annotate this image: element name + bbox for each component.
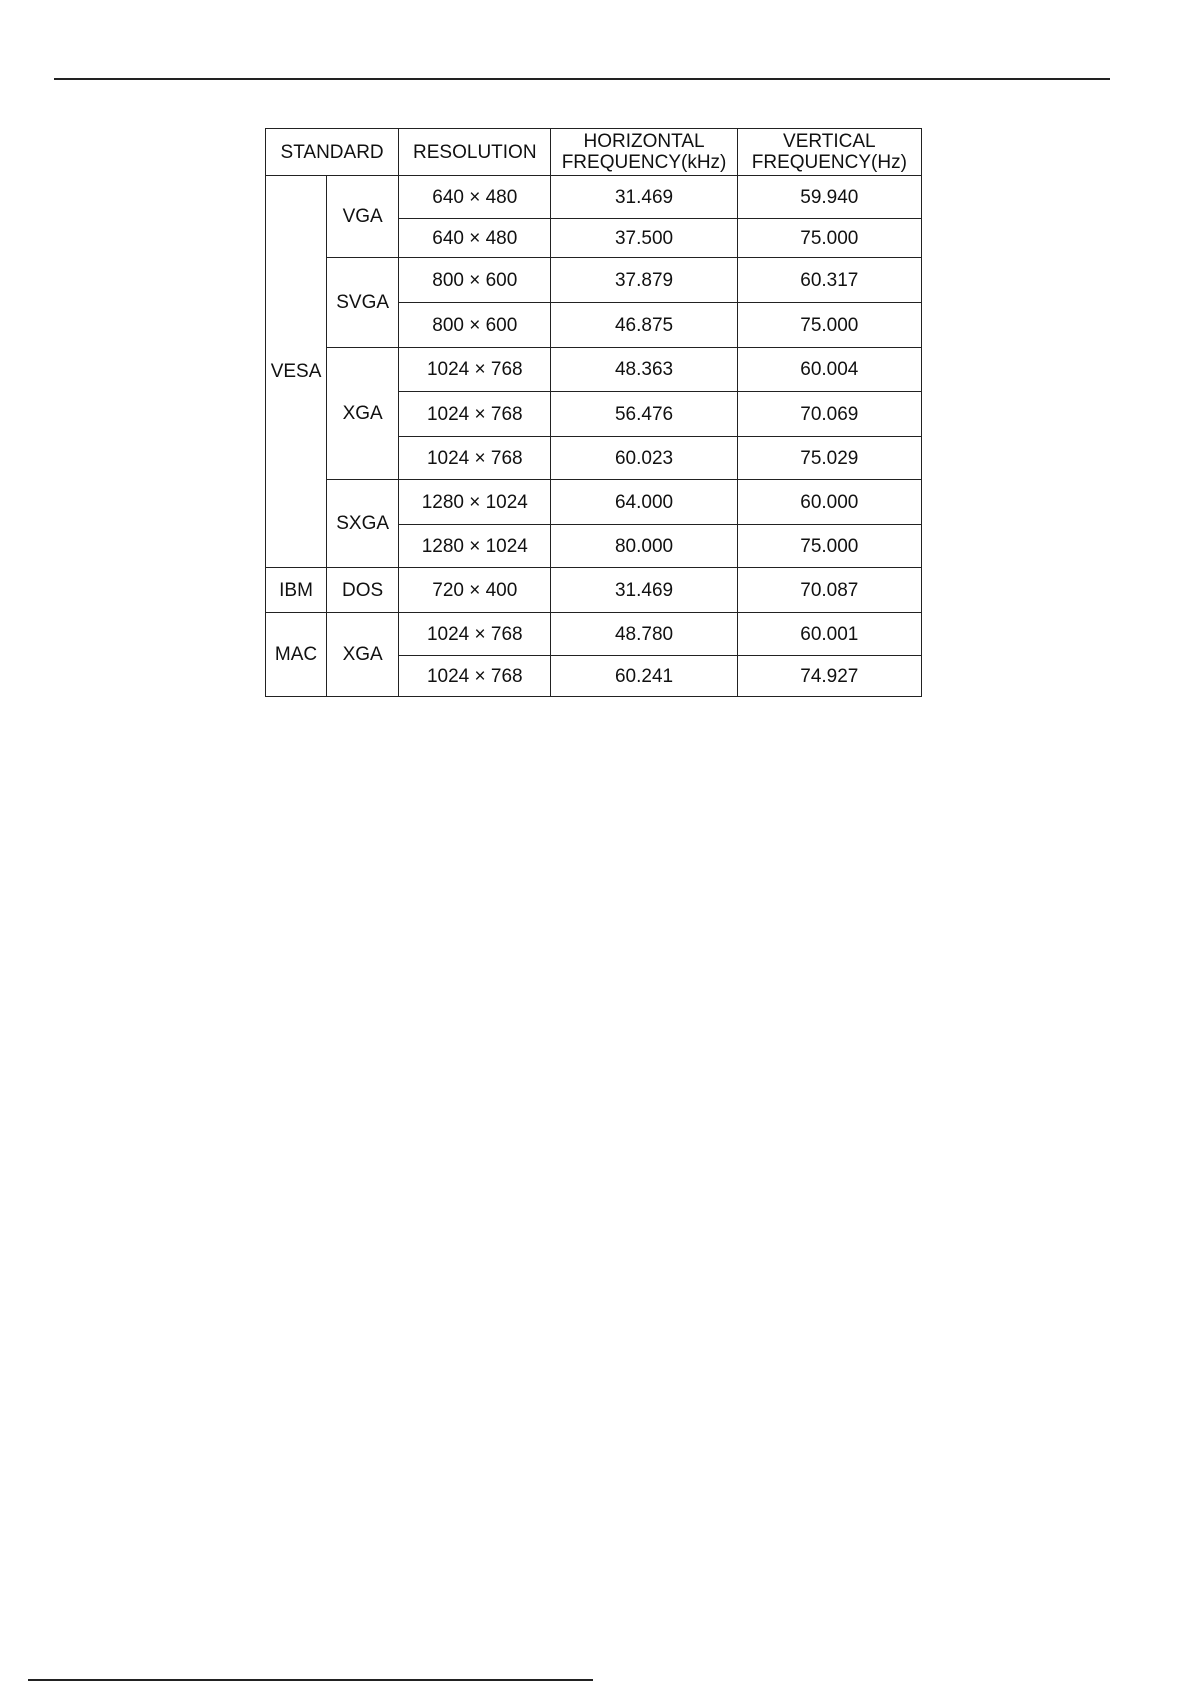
timing-table <box>265 128 922 697</box>
cell-vertical: 60.317 <box>737 258 921 303</box>
top-rule <box>54 78 1110 80</box>
table-row <box>266 480 922 525</box>
header-horizontal-frequency <box>551 129 737 176</box>
table-row <box>266 258 922 303</box>
cell-resolution: 640 × 480 <box>399 219 551 258</box>
header-horizontal-line2: FREQUENCY(kHz) <box>561 152 727 173</box>
cell-horizontal: 48.363 <box>551 348 737 392</box>
subgroup-mac-xga: XGA <box>327 613 399 697</box>
cell-vertical: 60.001 <box>737 613 921 656</box>
cell-vertical: 74.927 <box>737 656 921 697</box>
header-row <box>266 129 922 176</box>
cell-vertical: 75.029 <box>737 437 921 480</box>
cell-horizontal: 31.469 <box>551 568 737 613</box>
footnote-rule <box>28 1679 593 1681</box>
header-vertical-line1: VERTICAL <box>783 131 876 152</box>
table-row <box>266 348 922 392</box>
cell-vertical: 75.000 <box>737 219 921 258</box>
header-vertical-line2: FREQUENCY(Hz) <box>751 152 907 173</box>
cell-vertical: 70.087 <box>737 568 921 613</box>
cell-horizontal: 64.000 <box>551 480 737 525</box>
cell-horizontal: 37.879 <box>551 258 737 303</box>
cell-vertical: 60.000 <box>737 480 921 525</box>
cell-horizontal: 46.875 <box>551 303 737 348</box>
table-row <box>266 613 922 656</box>
cell-resolution: 1024 × 768 <box>399 348 551 392</box>
cell-horizontal: 60.241 <box>551 656 737 697</box>
cell-resolution: 1024 × 768 <box>399 392 551 437</box>
cell-vertical: 75.000 <box>737 303 921 348</box>
cell-resolution: 1024 × 768 <box>399 437 551 480</box>
cell-horizontal: 37.500 <box>551 219 737 258</box>
subgroup-vga: VGA <box>327 176 399 258</box>
cell-vertical: 60.004 <box>737 348 921 392</box>
cell-resolution: 720 × 400 <box>399 568 551 613</box>
cell-vertical: 59.940 <box>737 176 921 219</box>
table-row <box>266 176 922 219</box>
cell-horizontal: 60.023 <box>551 437 737 480</box>
subgroup-dos: DOS <box>327 568 399 613</box>
table-row <box>266 568 922 613</box>
group-mac: MAC <box>266 613 327 697</box>
cell-resolution: 640 × 480 <box>399 176 551 219</box>
group-vesa: VESA <box>266 176 327 568</box>
cell-horizontal: 31.469 <box>551 176 737 219</box>
header-resolution: RESOLUTION <box>399 129 551 176</box>
cell-resolution: 1024 × 768 <box>399 656 551 697</box>
cell-resolution: 800 × 600 <box>399 258 551 303</box>
header-standard: STANDARD <box>266 129 399 176</box>
header-vertical-frequency <box>737 129 921 176</box>
cell-horizontal: 80.000 <box>551 525 737 568</box>
cell-vertical: 75.000 <box>737 525 921 568</box>
cell-resolution: 1280 × 1024 <box>399 525 551 568</box>
cell-vertical: 70.069 <box>737 392 921 437</box>
cell-horizontal: 56.476 <box>551 392 737 437</box>
subgroup-sxga: SXGA <box>327 480 399 568</box>
group-ibm: IBM <box>266 568 327 613</box>
cell-resolution: 800 × 600 <box>399 303 551 348</box>
cell-resolution: 1024 × 768 <box>399 613 551 656</box>
cell-horizontal: 48.780 <box>551 613 737 656</box>
subgroup-xga: XGA <box>327 348 399 480</box>
subgroup-svga: SVGA <box>327 258 399 348</box>
cell-resolution: 1280 × 1024 <box>399 480 551 525</box>
header-horizontal-line1: HORIZONTAL <box>583 131 705 152</box>
